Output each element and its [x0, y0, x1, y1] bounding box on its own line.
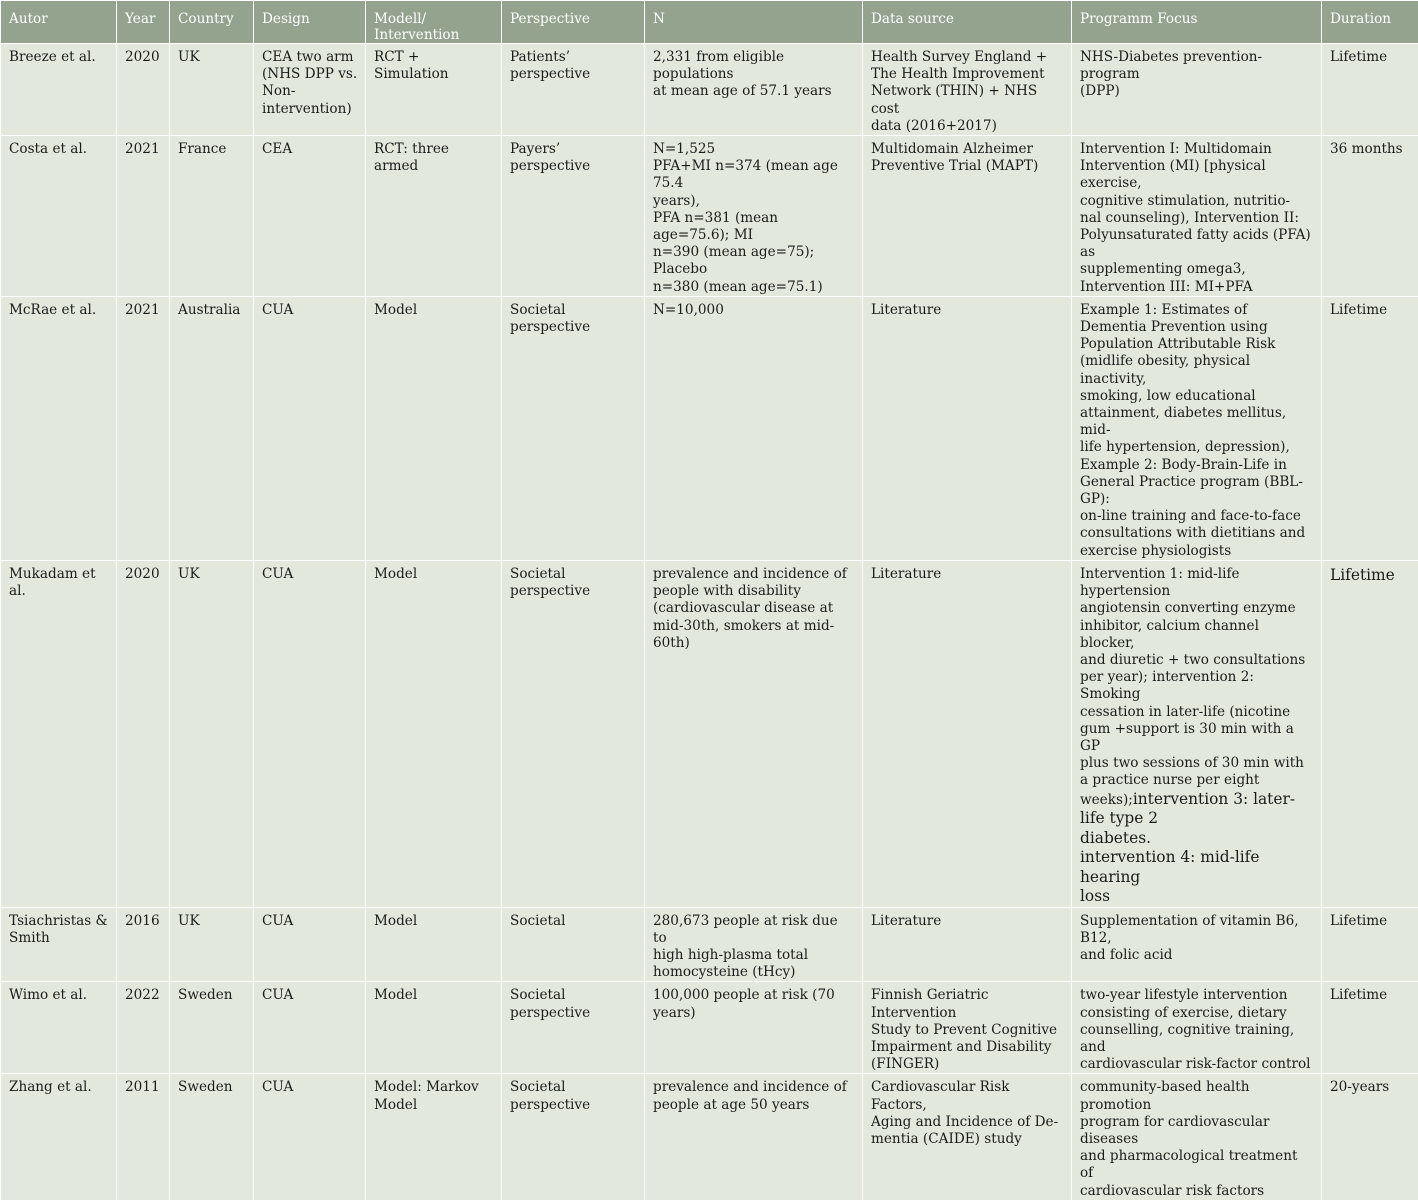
- cell-year: 2020: [117, 44, 170, 136]
- cell-duration: Lifetime: [1322, 982, 1418, 1074]
- table-row: [1, 296, 1418, 560]
- header-model: Modell/ Intervention: [366, 1, 502, 44]
- cell-duration: 36 months: [1322, 136, 1418, 297]
- cell-design: CUA: [254, 296, 366, 560]
- cell-n: prevalence and incidence of people at age 50 years: [645, 1074, 863, 1200]
- cell-duration: Lifetime: [1322, 296, 1418, 560]
- cell-country: UK: [170, 907, 254, 982]
- cell-perspective: Societal perspective: [502, 296, 645, 560]
- cell-duration: Lifetime: [1322, 907, 1418, 982]
- cell-author: Wimo et al.: [1, 982, 117, 1074]
- header-country: Country: [170, 1, 254, 44]
- header-row: [1, 1, 1418, 44]
- focus-text-large: intervention 3: later-life type 2 diabetes. intervention 4: mid-life hearing loss: [1080, 790, 1295, 906]
- cell-model: Model: [366, 296, 502, 560]
- cell-focus: Intervention I: Multidomain Intervention (MI) [physical exercise, cognitive stimulation, nutritio- nal counseling), Intervention II: Polyunsaturated fatty acids (PFA) as supplementing omega3, Intervention III: MI+PFA: [1072, 136, 1322, 297]
- header-duration: Duration: [1322, 1, 1418, 44]
- cell-year: 2020: [117, 560, 170, 907]
- cell-year: 2016: [117, 907, 170, 982]
- cell-design: CUA: [254, 560, 366, 907]
- header-focus: Programm Focus: [1072, 1, 1322, 44]
- table-row: [1, 1074, 1418, 1200]
- header-design: Design: [254, 1, 366, 44]
- cell-focus: community-based health promotion program for cardiovascular diseases and pharmacological treatment of cardiovascular risk factors: [1072, 1074, 1322, 1200]
- cell-author: McRae et al.: [1, 296, 117, 560]
- cell-focus: NHS-Diabetes prevention-program (DPP): [1072, 44, 1322, 136]
- cell-year: 2021: [117, 296, 170, 560]
- table-row: [1, 44, 1418, 136]
- cell-perspective: Societal perspective: [502, 560, 645, 907]
- cell-country: France: [170, 136, 254, 297]
- header-year: Year: [117, 1, 170, 44]
- cell-data-source: Literature: [863, 907, 1072, 982]
- cell-perspective: Patients’ perspective: [502, 44, 645, 136]
- cell-focus: two-year lifestyle intervention consisting of exercise, dietary counselling, cognitive training, and cardiovascular risk-factor control: [1072, 982, 1322, 1074]
- cell-duration: 20-years: [1322, 1074, 1418, 1200]
- cell-data-source: Literature: [863, 560, 1072, 907]
- cell-n: prevalence and incidence of people with disability (cardiovascular disease at mid-30th, smokers at mid-60th): [645, 560, 863, 907]
- cell-design: CUA: [254, 982, 366, 1074]
- cell-n: 280,673 people at risk due to high high-plasma total homocysteine (tHcy): [645, 907, 863, 982]
- cell-model: RCT: three armed: [366, 136, 502, 297]
- cell-author: Zhang et al.: [1, 1074, 117, 1200]
- cell-model: Model: [366, 560, 502, 907]
- cell-duration: Lifetime: [1322, 44, 1418, 136]
- cell-design: CEA two arm (NHS DPP vs. Non- intervention): [254, 44, 366, 136]
- cell-author: Mukadam et al.: [1, 560, 117, 907]
- header-n: N: [645, 1, 863, 44]
- cell-n: 100,000 people at risk (70 years): [645, 982, 863, 1074]
- cell-author: Costa et al.: [1, 136, 117, 297]
- cell-country: Sweden: [170, 1074, 254, 1200]
- cell-country: UK: [170, 44, 254, 136]
- cell-duration: Lifetime: [1322, 560, 1418, 907]
- cell-data-source: Finnish Geriatric Intervention Study to Prevent Cognitive Impairment and Disability (FINGER): [863, 982, 1072, 1074]
- cell-author: Breeze et al.: [1, 44, 117, 136]
- cell-data-source: Multidomain Alzheimer Preventive Trial (MAPT): [863, 136, 1072, 297]
- cell-focus: Example 1: Estimates of Dementia Prevention using Population Attributable Risk (midlife obesity, physical inactivity, smoking, low educational attainment, diabetes mellitus, mid- life hypertension, depression), Example 2: Body-Brain-Life in General Practice program (BBL-GP): on-line training and face-to-face consultations with dietitians and exercise physiologists: [1072, 296, 1322, 560]
- table-row: [1, 560, 1418, 907]
- cell-year: 2011: [117, 1074, 170, 1200]
- cell-data-source: Cardiovascular Risk Factors, Aging and Incidence of De- mentia (CAIDE) study: [863, 1074, 1072, 1200]
- header-data-source: Data source: [863, 1, 1072, 44]
- cell-data-source: Health Survey England + The Health Improvement Network (THIN) + NHS cost data (2016+2017): [863, 44, 1072, 136]
- cell-country: UK: [170, 560, 254, 907]
- cell-perspective: Payers’ perspective: [502, 136, 645, 297]
- focus-text: Intervention 1: mid-life hypertension angiotensin converting enzyme inhibitor, calcium channel blocker, and diuretic + two consultations per year); intervention 2: Smoking cessation in later-life (nicotine gum +support is 30 min with a GP plus two sessions of 30 min with a practice nurse per eight weeks);: [1080, 566, 1305, 808]
- cell-n: N=1,525 PFA+MI n=374 (mean age 75.4 years), PFA n=381 (mean age=75.6); MI n=390 (mean age=75); Placebo n=380 (mean age=75.1): [645, 136, 863, 297]
- cell-country: Australia: [170, 296, 254, 560]
- cell-model: Model: [366, 907, 502, 982]
- cell-design: CEA: [254, 136, 366, 297]
- cell-n: N=10,000: [645, 296, 863, 560]
- table-row: [1, 982, 1418, 1074]
- cell-design: CUA: [254, 907, 366, 982]
- cell-focus: Supplementation of vitamin B6, B12, and folic acid: [1072, 907, 1322, 982]
- cell-n: 2,331 from eligible populations at mean age of 57.1 years: [645, 44, 863, 136]
- cell-model: RCT + Simulation: [366, 44, 502, 136]
- table-row: [1, 907, 1418, 982]
- cell-perspective: Societal: [502, 907, 645, 982]
- cell-focus: [1072, 560, 1322, 907]
- table-row: [1, 136, 1418, 297]
- cell-year: 2022: [117, 982, 170, 1074]
- cell-year: 2021: [117, 136, 170, 297]
- cell-model: Model: [366, 982, 502, 1074]
- header-perspective: Perspective: [502, 1, 645, 44]
- header-author: Autor: [1, 1, 117, 44]
- cell-data-source: Literature: [863, 296, 1072, 560]
- cell-design: CUA: [254, 1074, 366, 1200]
- cell-model: Model: Markov Model: [366, 1074, 502, 1200]
- cell-perspective: Societal perspective: [502, 982, 645, 1074]
- cell-perspective: Societal perspective: [502, 1074, 645, 1200]
- cell-country: Sweden: [170, 982, 254, 1074]
- cell-author: Tsiachristas & Smith: [1, 907, 117, 982]
